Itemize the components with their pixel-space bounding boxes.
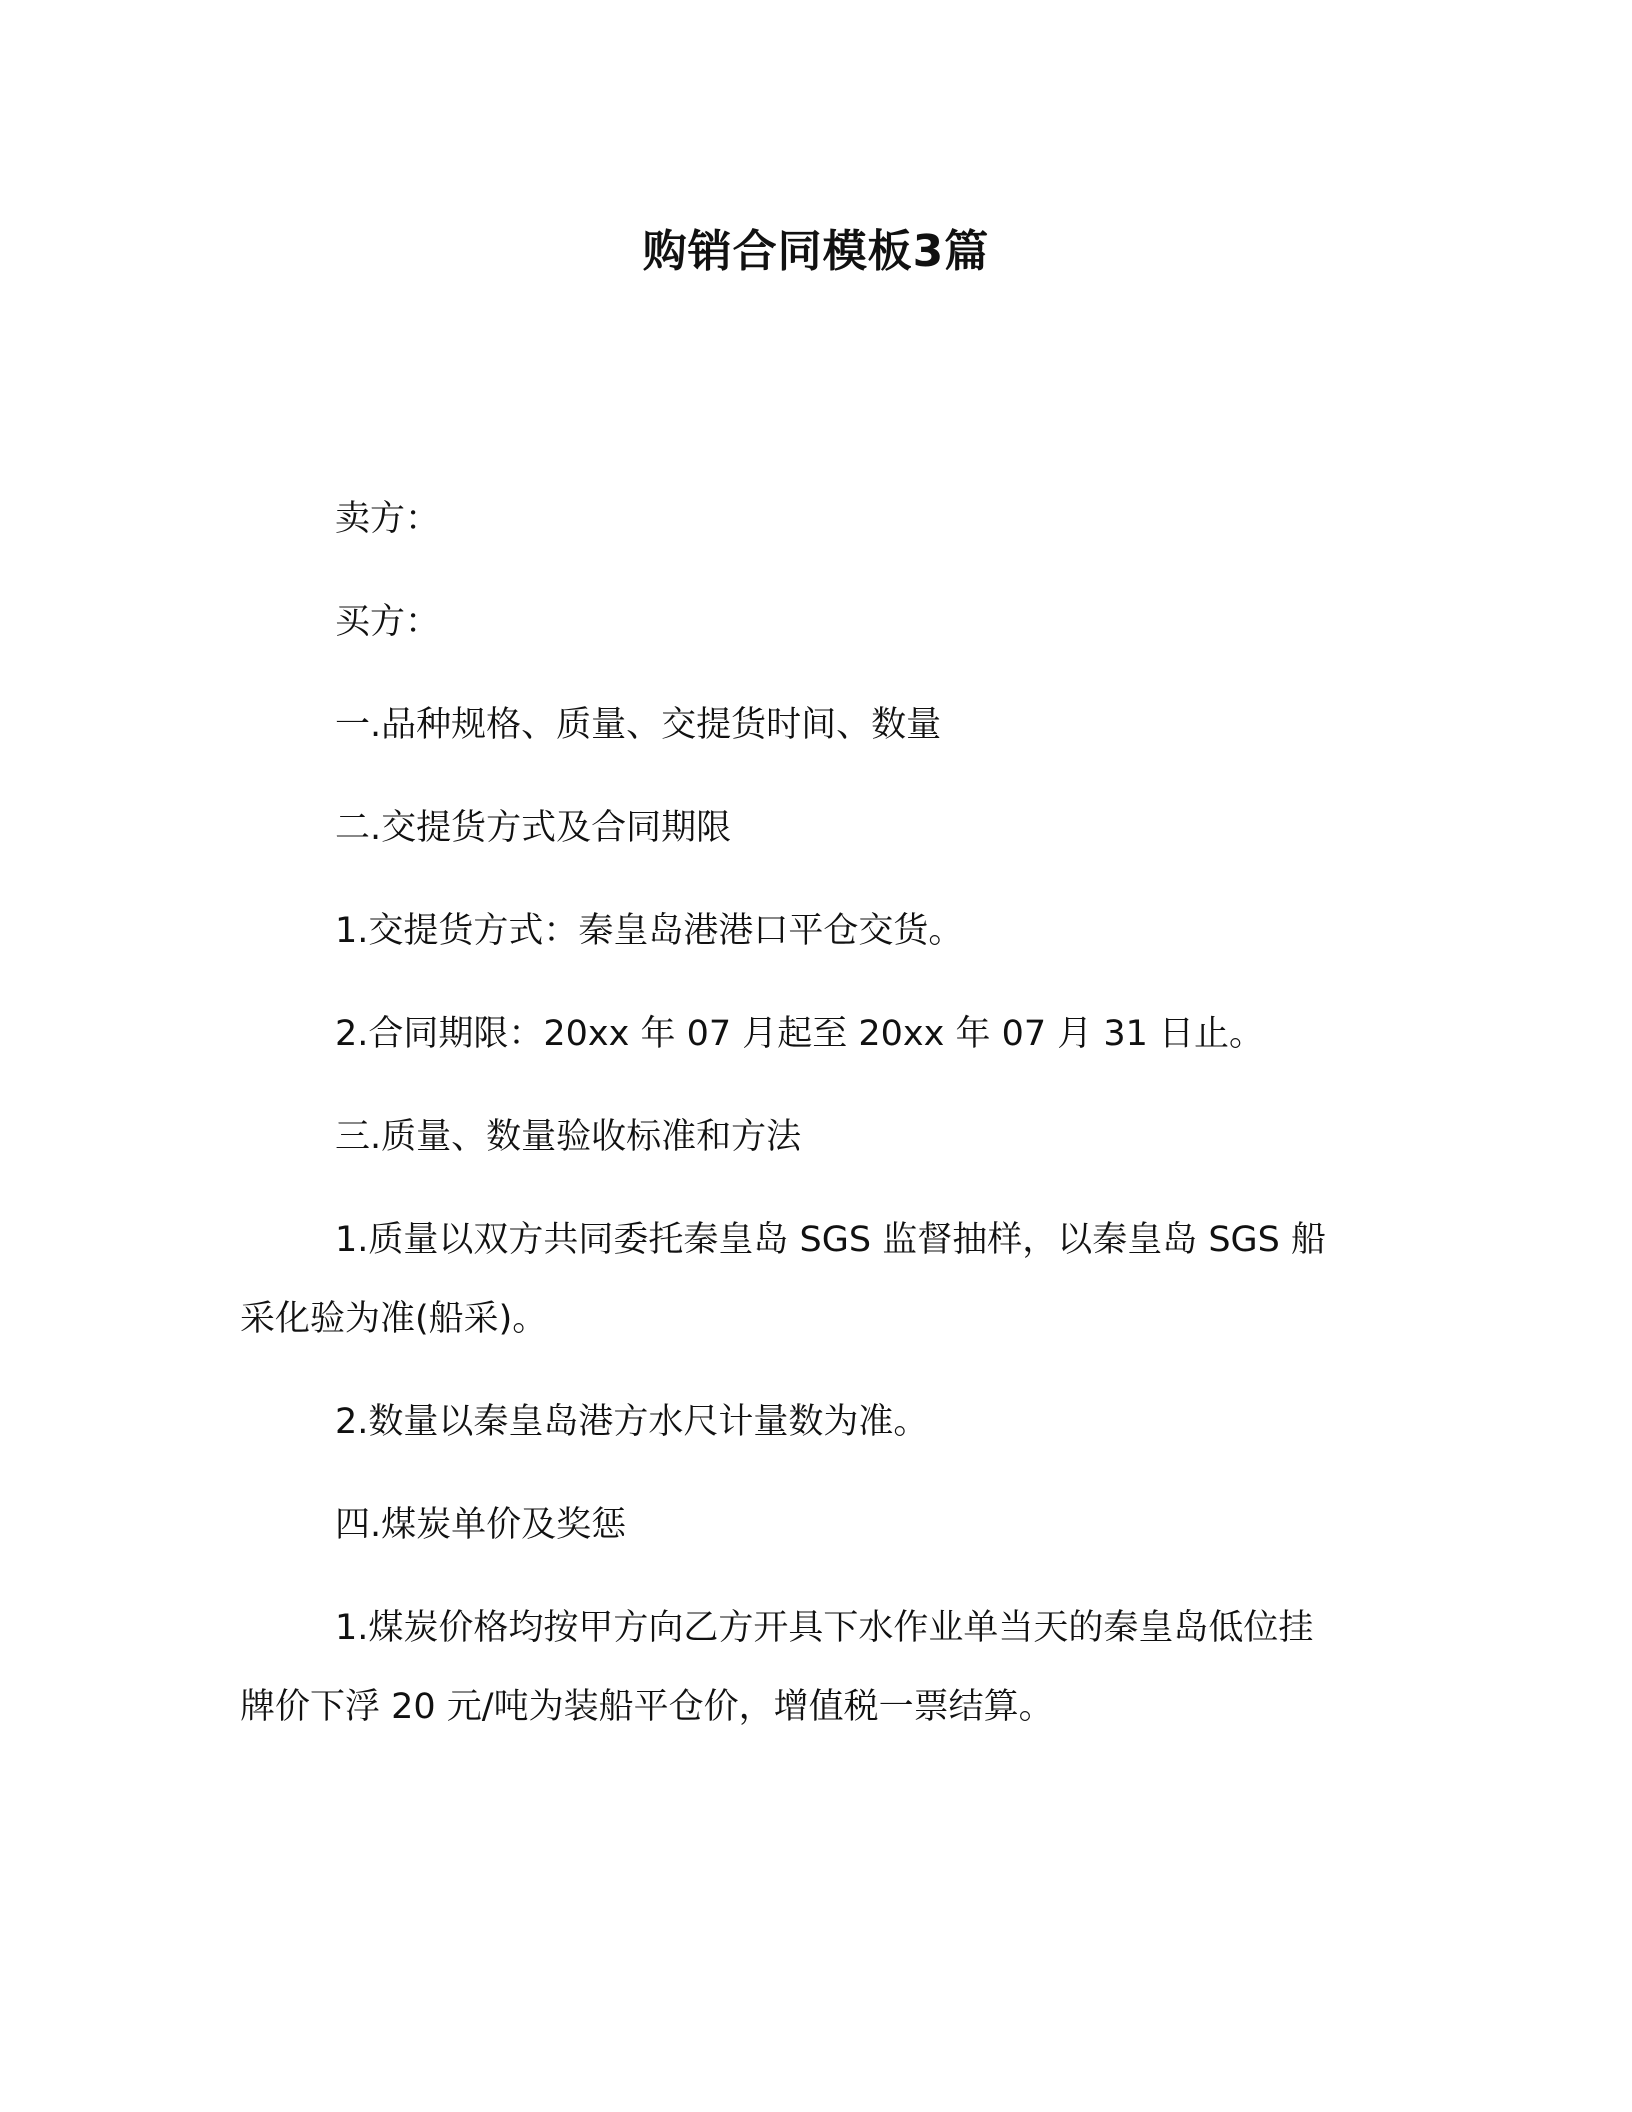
clause-3-1-continued: 采化验为准(船采)。 xyxy=(240,1299,548,1339)
section-1-heading: 一.品种规格、质量、交提货时间、数量 xyxy=(335,705,942,745)
clause-4-1-continued: 牌价下浮 20 元/吨为装船平仓价，增值税一票结算。 xyxy=(240,1687,1054,1727)
clause-3-1: 1.质量以双方共同委托秦皇岛 SGS 监督抽样，以秦皇岛 SGS 船 xyxy=(335,1220,1327,1260)
section-4-heading: 四.煤炭单价及奖惩 xyxy=(335,1505,627,1545)
document-title: 购销合同模板3篇 xyxy=(642,226,990,277)
section-3-heading: 三.质量、数量验收标准和方法 xyxy=(335,1117,802,1157)
clause-3-2: 2.数量以秦皇岛港方水尺计量数为准。 xyxy=(335,1402,929,1442)
clause-4-1: 1.煤炭价格均按甲方向乙方开具下水作业单当天的秦皇岛低位挂 xyxy=(335,1608,1314,1648)
buyer-line: 买方： xyxy=(335,602,441,642)
seller-line: 卖方： xyxy=(335,499,441,539)
section-2-heading: 二.交提货方式及合同期限 xyxy=(335,808,732,848)
clause-2-1: 1.交提货方式：秦皇岛港港口平仓交货。 xyxy=(335,911,964,951)
clause-2-2: 2.合同期限：20xx 年 07 月起至 20xx 年 07 月 31 日止。 xyxy=(335,1014,1265,1054)
